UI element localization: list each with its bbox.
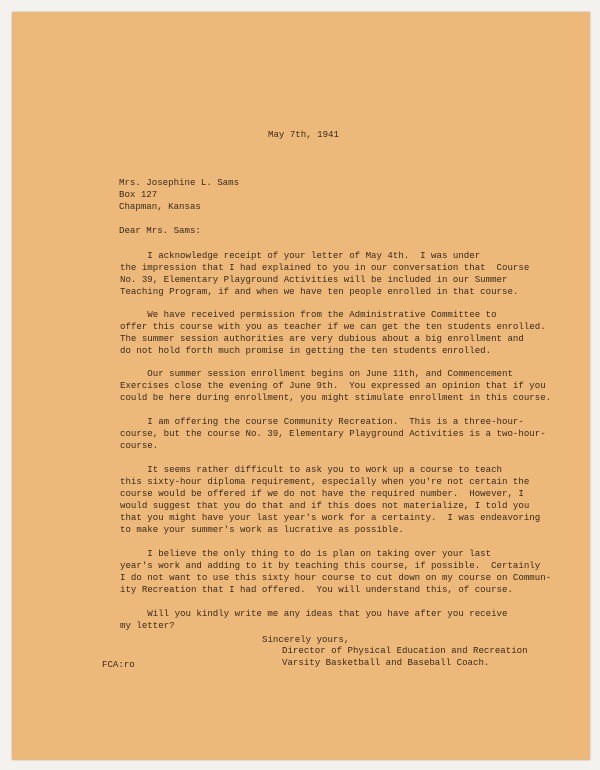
paragraph-line: this sixty-hour diploma requirement, especially when you're not certain the	[120, 476, 530, 487]
paragraph-line: Teaching Program, if and when we have ten people enrolled in that course.	[120, 286, 519, 297]
paragraph-line: the impression that I had explained to you in our conversation that Course	[120, 262, 530, 273]
paragraph-line: do not hold forth much promise in getting the ten students enrolled.	[120, 345, 492, 356]
paragraph-line: Exercises close the evening of June 9th. You expressed an opinion that if you	[120, 380, 546, 391]
recipient-city: Chapman, Kansas	[119, 201, 201, 212]
paragraph-line: I believe the only thing to do is plan on taking over your last	[120, 548, 492, 559]
paragraph-line: No. 39, Elementary Playground Activities will be included in our Summer	[120, 274, 508, 285]
paragraph-line: would suggest that you do that and if this does not materialize, I told you	[120, 500, 530, 511]
paragraph-line: It seems rather difficult to ask you to work up a course to teach	[120, 464, 502, 475]
paragraph-line: course.	[120, 440, 159, 451]
paragraph-line: ity Recreation that I had offered. You will understand this, of course.	[120, 584, 513, 595]
recipient-box: Box 127	[119, 189, 158, 200]
recipient-name: Mrs. Josephine L. Sams	[119, 177, 240, 188]
salutation: Dear Mrs. Sams:	[119, 225, 201, 236]
paragraph-line: year's work and adding to it by teaching this course, if possible. Certainly	[120, 560, 541, 571]
paragraph-line: to make your summer's work as lucrative as possible.	[120, 524, 404, 535]
letter-date: May 7th, 1941	[268, 129, 339, 140]
letter-page	[12, 12, 590, 760]
paragraph-line: Will you kindly write me any ideas that you have after you receive	[120, 608, 508, 619]
paragraph-line: Our summer session enrollment begins on June 11th, and Commencement	[120, 368, 513, 379]
signature-title-2: Varsity Basketball and Baseball Coach.	[282, 657, 490, 668]
paragraph-line: The summer session authorities are very dubious about a big enrollment and	[120, 333, 524, 344]
signature-title-1: Director of Physical Education and Recreation	[282, 645, 528, 656]
paragraph-line: I do not want to use this sixty hour course to cut down on my course on Commun-	[120, 572, 552, 583]
paragraph-line: I am offering the course Community Recreation. This is a three-hour-	[120, 416, 524, 427]
paragraph-line: that you might have your last year's work for a certainty. I was endeavoring	[120, 512, 541, 523]
paragraph-line: I acknowledge receipt of your letter of May 4th. I was under	[120, 250, 481, 261]
closing: Sincerely yours,	[262, 634, 350, 645]
paragraph-line: my letter?	[120, 620, 175, 631]
paragraph-line: course, but the course No. 39, Elementary Playground Activities is a two-hour-	[120, 428, 546, 439]
paragraph-line: could be here during enrollment, you might stimulate enrollment in this course.	[120, 392, 552, 403]
paragraph-line: course would be offered if we do not have the required number. However, I	[120, 488, 524, 499]
reference-initials: FCA:ro	[102, 659, 135, 670]
paragraph-line: offer this course with you as teacher if we can get the ten students enrolled.	[120, 321, 546, 332]
paragraph-line: We have received permission from the Administrative Committee to	[120, 309, 497, 320]
